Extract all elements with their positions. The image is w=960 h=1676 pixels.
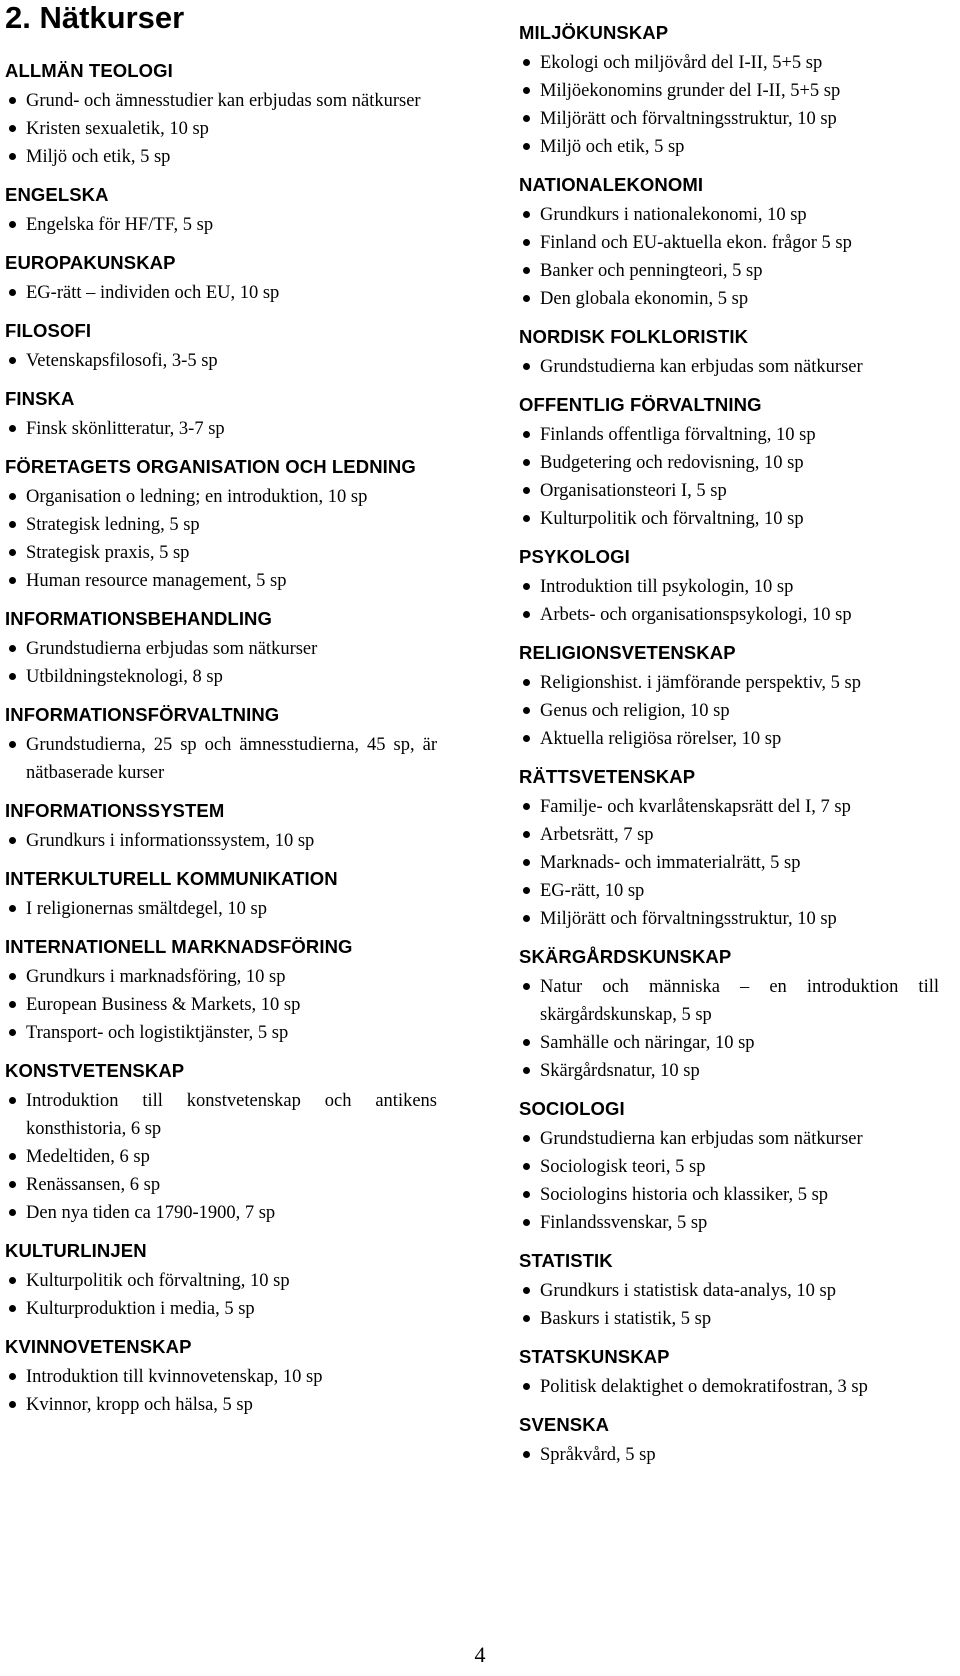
course-item [519, 1057, 939, 1085]
course-text: Medeltiden, 6 sp [26, 1147, 150, 1167]
course-list [5, 279, 437, 307]
section-heading: KONSTVETENSKAP [5, 1060, 185, 1081]
course-item [519, 849, 939, 877]
bullet-icon [9, 493, 16, 500]
course-list [519, 573, 939, 629]
course-item [519, 1029, 939, 1057]
course-text: EG-rätt – individen och EU, 10 sp [26, 283, 280, 303]
course-item [519, 77, 939, 105]
section-interkulturell-kommunikation [5, 866, 437, 923]
section-heading: SKÄRGÅRDSKUNSKAP [519, 946, 732, 967]
section-religionsvetenskap [519, 640, 939, 753]
course-item [5, 895, 437, 923]
bullet-icon [9, 521, 16, 528]
course-list [519, 1441, 939, 1469]
section-foretagets-organisation-och-ledning [5, 454, 437, 595]
bullet-icon [9, 1181, 16, 1188]
course-text: Ekologi och miljövård del I-II, 5+5 sp [540, 53, 823, 73]
course-list [5, 1363, 437, 1419]
course-text: Kristen sexualetik, 10 sp [26, 119, 209, 139]
bullet-icon [9, 673, 16, 680]
course-text: Finland och EU-aktuella ekon. frågor 5 sp [540, 233, 852, 253]
course-item [5, 347, 437, 375]
course-text: Sociologins historia och klassiker, 5 sp [540, 1185, 829, 1205]
bullet-icon [523, 87, 530, 94]
bullet-icon [523, 1067, 530, 1074]
bullet-icon [523, 211, 530, 218]
course-item [519, 669, 939, 697]
course-text: Grundstudierna erbjudas som nätkurser [26, 639, 318, 659]
course-text: Banker och penningteori, 5 sp [540, 261, 763, 281]
section-heading: SVENSKA [519, 1414, 610, 1435]
course-text: Grundkurs i statistisk data-analys, 10 sp [540, 1281, 836, 1301]
course-text: Grundstudierna, 25 sp och ämnesstudierna, 45 sp, är nätbaserade kurser [26, 735, 437, 783]
section-nordisk-folkloristik [519, 324, 939, 381]
course-text: Grundstudierna kan erbjudas som nätkurser [540, 1129, 863, 1149]
section-heading: STATSKUNSKAP [519, 1346, 670, 1367]
bullet-icon [9, 1277, 16, 1284]
course-text: Introduktion till psykologin, 10 sp [540, 577, 794, 597]
bullet-icon [9, 425, 16, 432]
section-kulturlinjen [5, 1238, 437, 1323]
course-item [5, 211, 437, 239]
section-rattsvetenskap [519, 764, 939, 933]
course-item [5, 87, 437, 115]
section-heading: RELIGIONSVETENSKAP [519, 642, 736, 663]
bullet-icon [523, 1287, 530, 1294]
course-text: Miljörätt och förvaltningsstruktur, 10 sp [540, 909, 837, 929]
course-text: Strategisk praxis, 5 sp [26, 543, 190, 563]
course-item [5, 1295, 437, 1323]
course-item [5, 963, 437, 991]
bullet-icon [523, 859, 530, 866]
course-text: Renässansen, 6 sp [26, 1175, 161, 1195]
bullet-icon [9, 577, 16, 584]
section-heading: SOCIOLOGI [519, 1098, 625, 1119]
bullet-icon [9, 1001, 16, 1008]
course-item [519, 1153, 939, 1181]
course-text: Miljö och etik, 5 sp [26, 147, 171, 167]
bullet-icon [9, 1305, 16, 1312]
course-list [5, 483, 437, 595]
left-column [5, 58, 437, 1419]
course-text: Grundkurs i marknadsföring, 10 sp [26, 967, 286, 987]
course-item [519, 573, 939, 601]
course-list [5, 635, 437, 691]
section-konstvetenskap [5, 1058, 437, 1227]
course-list [5, 1087, 437, 1227]
bullet-icon [9, 97, 16, 104]
bullet-icon [9, 741, 16, 748]
bullet-icon [523, 983, 530, 990]
course-item [519, 477, 939, 505]
course-text: Genus och religion, 10 sp [540, 701, 730, 721]
course-item [5, 1143, 437, 1171]
section-heading: INFORMATIONSFÖRVALTNING [5, 704, 280, 725]
course-text: Skärgårdsnatur, 10 sp [540, 1061, 700, 1081]
section-heading: NATIONALEKONOMI [519, 174, 704, 195]
course-text: Grundstudierna kan erbjudas som nätkurser [540, 357, 863, 377]
course-item [5, 1199, 437, 1227]
bullet-icon [9, 1097, 16, 1104]
bullet-icon [523, 707, 530, 714]
bullet-icon [523, 887, 530, 894]
course-text: Kulturpolitik och förvaltning, 10 sp [26, 1271, 290, 1291]
bullet-icon [9, 1209, 16, 1216]
section-psykologi [519, 544, 939, 629]
course-text: Organisationsteori I, 5 sp [540, 481, 727, 501]
bullet-icon [9, 289, 16, 296]
bullet-icon [9, 1029, 16, 1036]
bullet-icon [9, 125, 16, 132]
course-item [519, 1305, 939, 1333]
course-text: Grundkurs i nationalekonomi, 10 sp [540, 205, 807, 225]
course-item [519, 201, 939, 229]
course-text: Kulturproduktion i media, 5 sp [26, 1299, 255, 1319]
course-text: Introduktion till kvinnovetenskap, 10 sp [26, 1367, 323, 1387]
section-heading: INFORMATIONSBEHANDLING [5, 608, 273, 629]
course-text: Vetenskapsfilosofi, 3-5 sp [26, 351, 218, 371]
bullet-icon [9, 1153, 16, 1160]
course-list [5, 211, 437, 239]
course-text: Religionshist. i jämförande perspektiv, 5 sp [540, 673, 861, 693]
course-item [5, 635, 437, 663]
course-item [519, 285, 939, 313]
bullet-icon [523, 59, 530, 66]
course-item [5, 483, 437, 511]
bullet-icon [9, 357, 16, 364]
course-text: Miljörätt och förvaltningsstruktur, 10 sp [540, 109, 837, 129]
section-heading: INTERKULTURELL KOMMUNIKATION [5, 868, 338, 889]
course-text: Finlands offentliga förvaltning, 10 sp [540, 425, 816, 445]
course-item [519, 257, 939, 285]
course-item [519, 1181, 939, 1209]
course-item [519, 1373, 939, 1401]
course-text: Den globala ekonomin, 5 sp [540, 289, 749, 309]
section-offentlig-forvaltning [519, 392, 939, 533]
course-list [5, 1267, 437, 1323]
course-list [5, 895, 437, 923]
course-text: Human resource management, 5 sp [26, 571, 287, 591]
bullet-icon [9, 905, 16, 912]
course-item [519, 353, 939, 381]
bullet-icon [523, 1315, 530, 1322]
bullet-icon [523, 487, 530, 494]
section-heading: FÖRETAGETS ORGANISATION OCH LEDNING [5, 456, 416, 477]
section-allman-teologi [5, 58, 437, 171]
section-svenska [519, 1412, 939, 1469]
section-sociologi [519, 1096, 939, 1237]
section-heading: KULTURLINJEN [5, 1240, 147, 1261]
bullet-icon [523, 583, 530, 590]
bullet-icon [523, 515, 530, 522]
course-item [519, 133, 939, 161]
course-text: Aktuella religiösa rörelser, 10 sp [540, 729, 782, 749]
course-text: Miljö och etik, 5 sp [540, 137, 685, 157]
course-list [5, 415, 437, 443]
course-text: Engelska för HF/TF, 5 sp [26, 215, 214, 235]
section-heading: FINSKA [5, 388, 75, 409]
section-heading: OFFENTLIG FÖRVALTNING [519, 394, 762, 415]
course-item [5, 143, 437, 171]
course-item [519, 601, 939, 629]
section-finska [5, 386, 437, 443]
course-text: Organisation o ledning; en introduktion, 10 sp [26, 487, 368, 507]
section-europakunskap [5, 250, 437, 307]
page-title: 2. Nätkurser [5, 0, 185, 35]
course-item [519, 229, 939, 257]
bullet-icon [9, 1401, 16, 1408]
course-list [519, 201, 939, 313]
course-item [519, 105, 939, 133]
course-text: Transport- och logistiktjänster, 5 sp [26, 1023, 289, 1043]
course-text: Utbildningsteknologi, 8 sp [26, 667, 223, 687]
bullet-icon [523, 431, 530, 438]
section-heading: NORDISK FOLKLORISTIK [519, 326, 749, 347]
section-heading: INTERNATIONELL MARKNADSFÖRING [5, 936, 353, 957]
course-item [519, 821, 939, 849]
bullet-icon [9, 549, 16, 556]
bullet-icon [523, 679, 530, 686]
course-item [5, 115, 437, 143]
course-item [5, 1171, 437, 1199]
course-item [5, 279, 437, 307]
course-text: Budgetering och redovisning, 10 sp [540, 453, 804, 473]
bullet-icon [9, 221, 16, 228]
section-filosofi [5, 318, 437, 375]
course-item [519, 697, 939, 725]
course-item [5, 1363, 437, 1391]
course-list [519, 49, 939, 161]
bullet-icon [523, 1135, 530, 1142]
bullet-icon [523, 267, 530, 274]
course-list [519, 1125, 939, 1237]
bullet-icon [9, 645, 16, 652]
course-text: Natur och människa – en introduktion till skärgårdskunskap, 5 sp [540, 977, 939, 1025]
bullet-icon [9, 973, 16, 980]
course-item [519, 1125, 939, 1153]
course-list [519, 421, 939, 533]
course-item [519, 793, 939, 821]
bullet-icon [9, 837, 16, 844]
course-item [5, 991, 437, 1019]
course-text: Familje- och kvarlåtenskapsrätt del I, 7 sp [540, 797, 851, 817]
course-item [5, 663, 437, 691]
section-engelska [5, 182, 437, 239]
course-text: Språkvård, 5 sp [540, 1445, 656, 1465]
course-text: Miljöekonomins grunder del I-II, 5+5 sp [540, 81, 841, 101]
course-list [519, 1373, 939, 1401]
course-item [519, 725, 939, 753]
course-item [5, 1087, 437, 1143]
course-text: Baskurs i statistik, 5 sp [540, 1309, 712, 1329]
course-text: Kulturpolitik och förvaltning, 10 sp [540, 509, 804, 529]
section-heading: KVINNOVETENSKAP [5, 1336, 192, 1357]
bullet-icon [523, 295, 530, 302]
course-item [5, 539, 437, 567]
course-text: EG-rätt, 10 sp [540, 881, 645, 901]
course-list [5, 87, 437, 171]
course-item [519, 973, 939, 1029]
course-item [519, 505, 939, 533]
course-item [5, 1267, 437, 1295]
course-text: I religionernas smältdegel, 10 sp [26, 899, 267, 919]
section-informationssystem [5, 798, 437, 855]
bullet-icon [523, 363, 530, 370]
course-text: Kvinnor, kropp och hälsa, 5 sp [26, 1395, 253, 1415]
bullet-icon [9, 153, 16, 160]
course-text: Samhälle och näringar, 10 sp [540, 1033, 755, 1053]
section-heading: ENGELSKA [5, 184, 109, 205]
course-item [519, 905, 939, 933]
course-item [5, 1391, 437, 1419]
page-number: 4 [474, 1642, 486, 1667]
right-column [519, 20, 939, 1469]
section-heading: EUROPAKUNSKAP [5, 252, 176, 273]
course-list [5, 827, 437, 855]
bullet-icon [523, 803, 530, 810]
section-heading: RÄTTSVETENSKAP [519, 766, 696, 787]
course-list [519, 973, 939, 1085]
course-text: Grund- och ämnesstudier kan erbjudas som nätkurser [26, 91, 421, 111]
course-item [519, 1209, 939, 1237]
course-text: Sociologisk teori, 5 sp [540, 1157, 706, 1177]
bullet-icon [523, 1163, 530, 1170]
course-text: Grundkurs i informationssystem, 10 sp [26, 831, 315, 851]
course-item [519, 421, 939, 449]
section-statskunskap [519, 1344, 939, 1401]
bullet-icon [9, 1373, 16, 1380]
bullet-icon [523, 1191, 530, 1198]
course-text: Den nya tiden ca 1790-1900, 7 sp [26, 1203, 276, 1223]
course-item [5, 567, 437, 595]
course-text: Finlandssvenskar, 5 sp [540, 1213, 708, 1233]
section-heading: FILOSOFI [5, 320, 92, 341]
section-statistik [519, 1248, 939, 1333]
course-item [5, 511, 437, 539]
bullet-icon [523, 459, 530, 466]
bullet-icon [523, 831, 530, 838]
course-text: European Business & Markets, 10 sp [26, 995, 301, 1015]
bullet-icon [523, 239, 530, 246]
course-item [519, 1277, 939, 1305]
section-nationalekonomi [519, 172, 939, 313]
course-text: Strategisk ledning, 5 sp [26, 515, 200, 535]
section-informationsbehandling [5, 606, 437, 691]
course-item [519, 449, 939, 477]
section-internationell-marknadsforing [5, 934, 437, 1047]
section-heading: MILJÖKUNSKAP [519, 22, 669, 43]
bullet-icon [523, 735, 530, 742]
section-skargardskunskap [519, 944, 939, 1085]
bullet-icon [523, 115, 530, 122]
course-text: Marknads- och immaterialrätt, 5 sp [540, 853, 801, 873]
course-item [519, 877, 939, 905]
section-heading: INFORMATIONSSYSTEM [5, 800, 225, 821]
course-list [5, 731, 437, 787]
course-list [5, 963, 437, 1047]
course-list [519, 353, 939, 381]
bullet-icon [523, 611, 530, 618]
course-item [5, 827, 437, 855]
section-informationsforvaltning [5, 702, 437, 787]
bullet-icon [523, 1219, 530, 1226]
course-text: Introduktion till konstvetenskap och antikens konsthistoria, 6 sp [26, 1091, 437, 1139]
course-item [5, 731, 437, 787]
bullet-icon [523, 1039, 530, 1046]
section-miljokunskap [519, 20, 939, 161]
course-list [5, 347, 437, 375]
course-text: Arbets- och organisationspsykologi, 10 sp [540, 605, 852, 625]
course-list [519, 793, 939, 933]
bullet-icon [523, 143, 530, 150]
course-item [5, 415, 437, 443]
course-text: Finsk skönlitteratur, 3-7 sp [26, 419, 225, 439]
bullet-icon [523, 915, 530, 922]
section-heading: ALLMÄN TEOLOGI [5, 60, 173, 81]
course-list [519, 669, 939, 753]
section-kvinnovetenskap [5, 1334, 437, 1419]
section-heading: PSYKOLOGI [519, 546, 630, 567]
course-item [5, 1019, 437, 1047]
course-text: Arbetsrätt, 7 sp [540, 825, 654, 845]
bullet-icon [523, 1451, 530, 1458]
bullet-icon [523, 1383, 530, 1390]
course-text: Politisk delaktighet o demokratifostran, 3 sp [540, 1377, 868, 1397]
course-item [519, 49, 939, 77]
course-item [519, 1441, 939, 1469]
section-heading: STATISTIK [519, 1250, 613, 1271]
course-list [519, 1277, 939, 1333]
